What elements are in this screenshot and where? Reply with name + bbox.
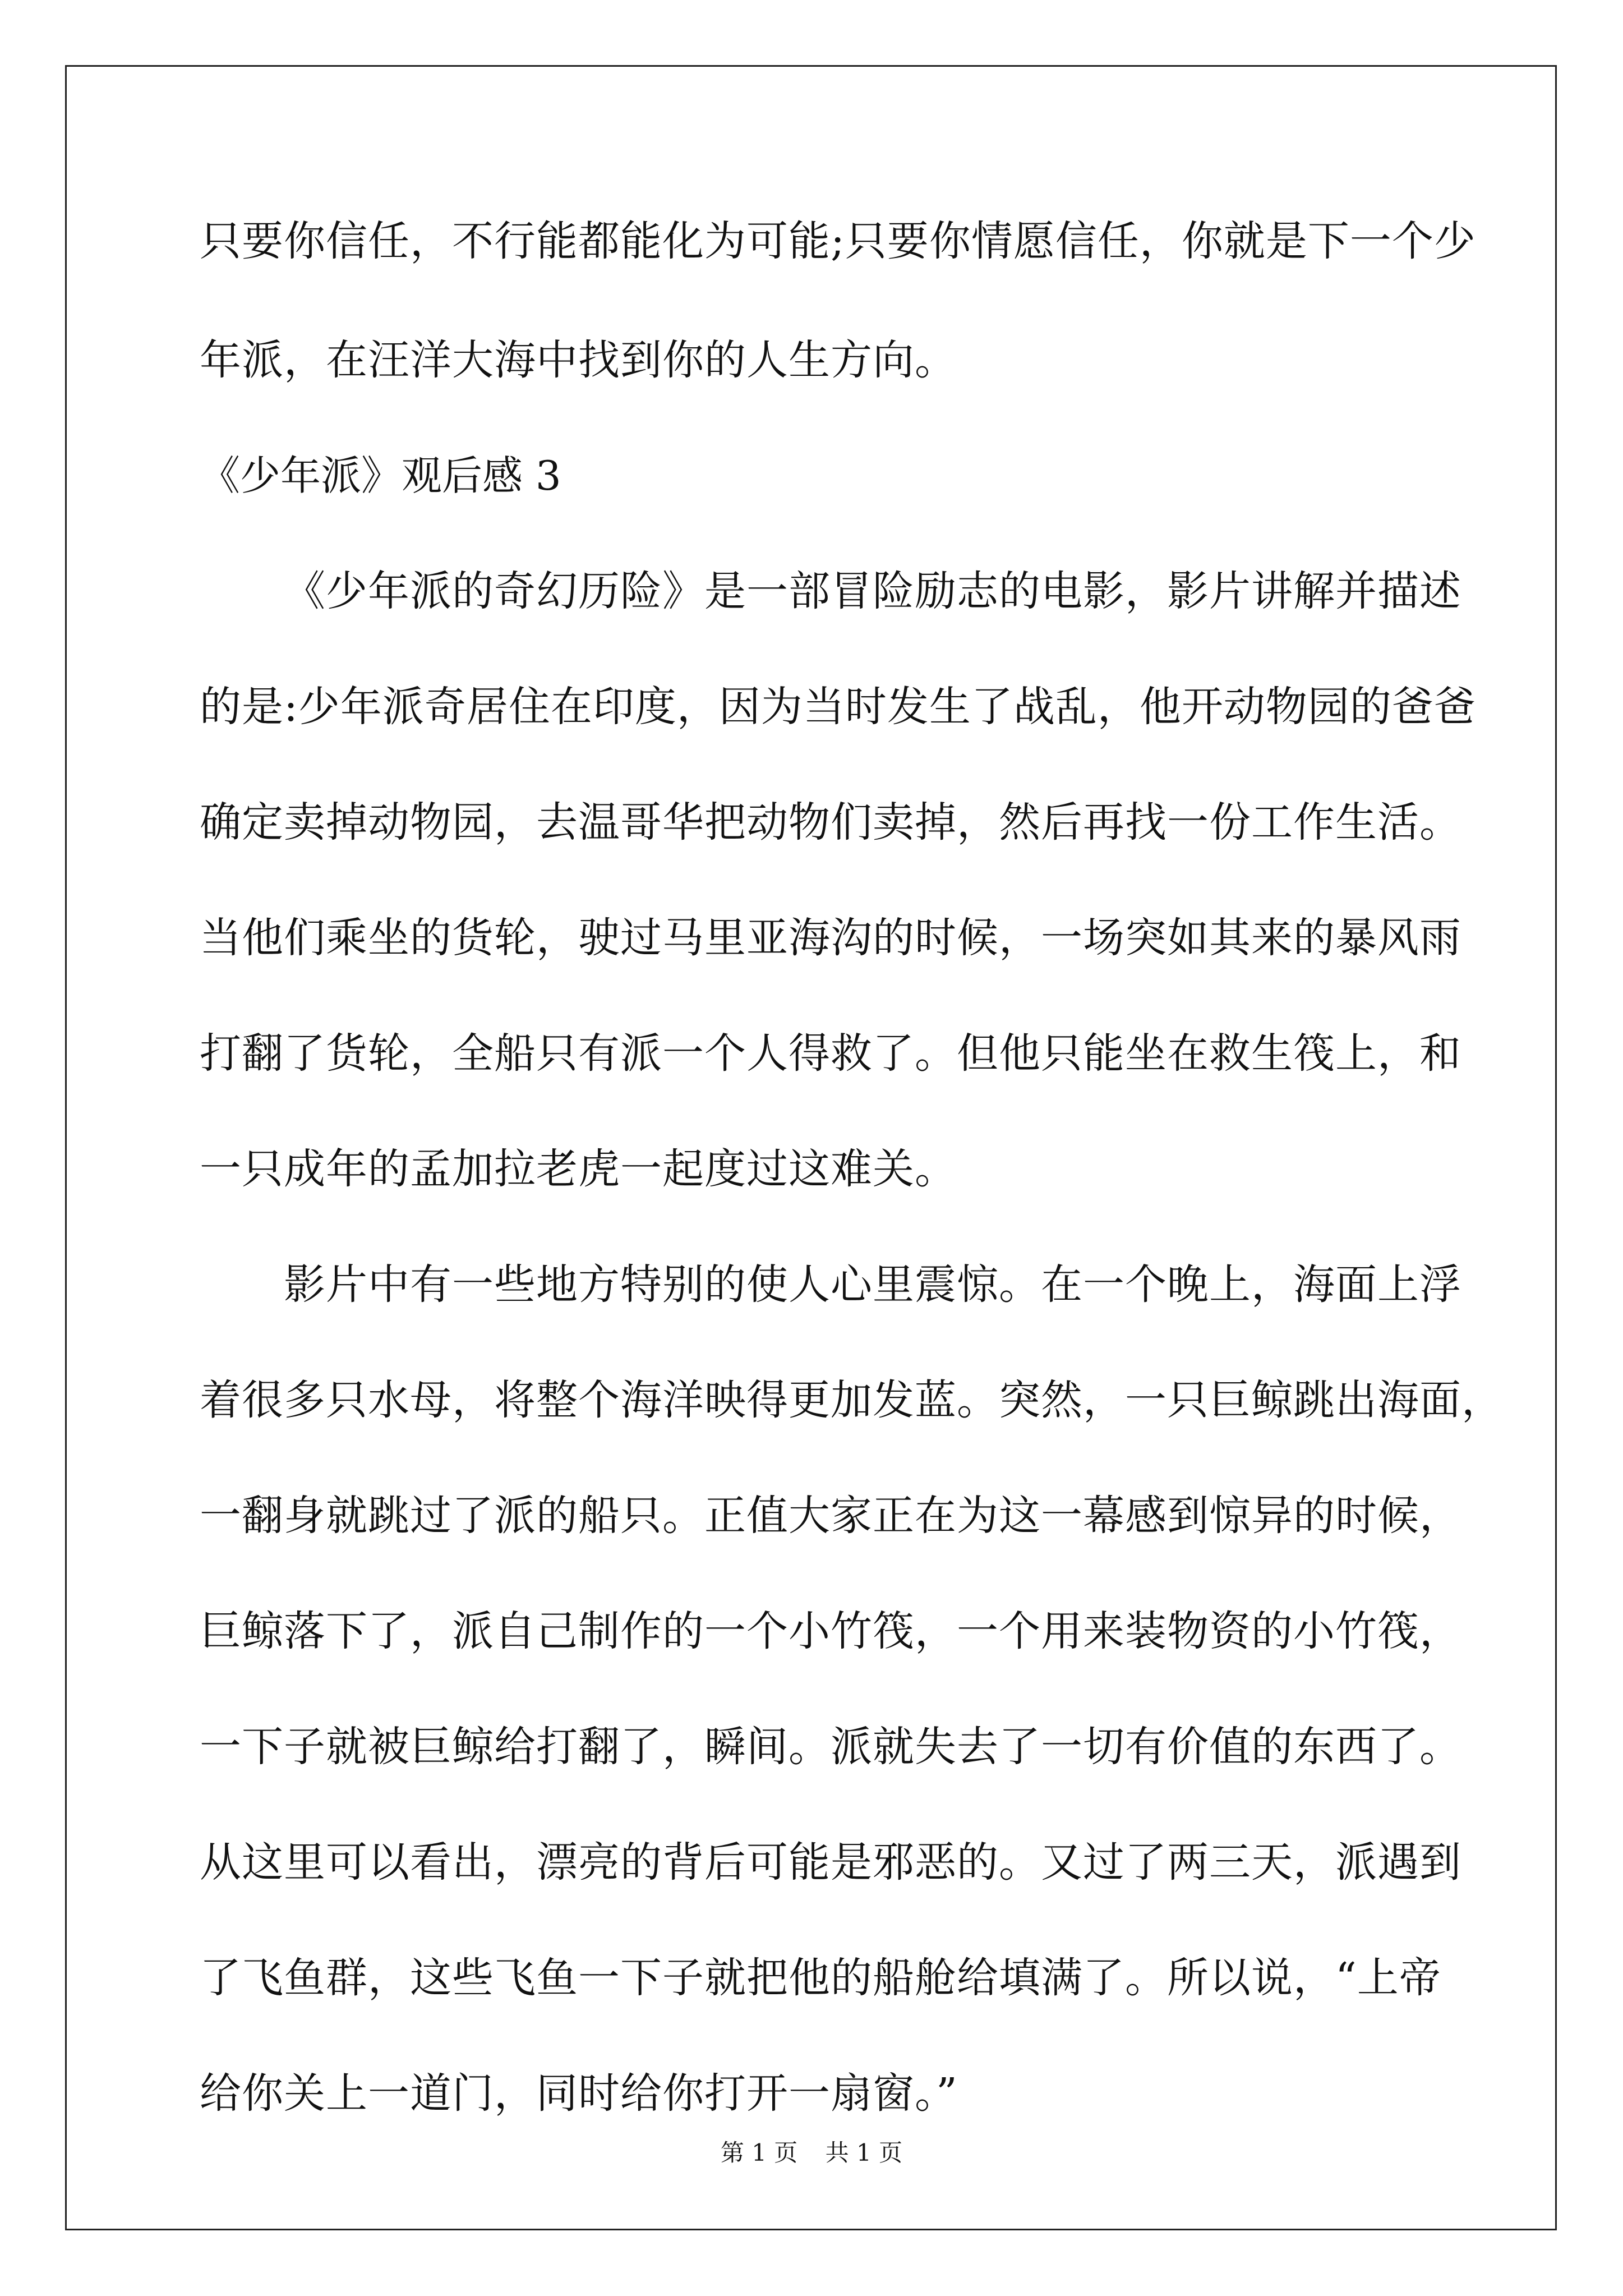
body-line: 当他们乘坐的货轮，驶过马里亚海沟的时候，一场突如其来的暴风雨: [200, 914, 1461, 962]
section-title: 《少年派》观后感 3: [200, 452, 561, 499]
body-line: 打翻了货轮，全船只有派一个人得救了。但他只能坐在救生筏上，和: [200, 1029, 1461, 1078]
page-number: 第 1 页: [720, 2139, 798, 2166]
body-line: 的是:少年派奇居住在印度，因为当时发生了战乱，他开动物园的爸爸: [200, 683, 1476, 731]
body-line: 一只成年的孟加拉老虎一起度过这难关。: [200, 1145, 957, 1193]
paragraph-first-line: 影片中有一些地方特别的使人心里震惊。在一个晚上，海面上浮: [284, 1260, 1461, 1309]
document-body: [200, 208, 1504, 2175]
body-line: 只要你信任，不行能都能化为可能;只要你情愿信任，你就是下一个少: [200, 217, 1476, 265]
body-line: 着很多只水母，将整个海洋映得更加发蓝。突然，一只巨鲸跳出海面，: [200, 1376, 1504, 1424]
page-footer: [0, 2134, 1623, 2168]
body-line: 从这里可以看出，漂亮的背后可能是邪恶的。又过了两三天，派遇到: [200, 1838, 1461, 1887]
paragraph-first-line: 《少年派的奇幻历险》是一部冒险励志的电影，影片讲解并描述: [284, 567, 1461, 615]
body-line: 巨鲸落下了，派自己制作的一个小竹筏，一个用来装物资的小竹筏，: [200, 1607, 1461, 1655]
body-line: 了飞鱼群，这些飞鱼一下子就把他的船舱给填满了。所以说，“上帝: [200, 1954, 1441, 2002]
body-line: 年派，在汪洋大海中找到你的人生方向。: [200, 336, 957, 384]
body-line: 确定卖掉动物园，去温哥华把动物们卖掉，然后再找一份工作生活。: [200, 798, 1461, 846]
body-line: 给你关上一道门，同时给你打开一扇窗。”: [200, 2069, 958, 2118]
body-line: 一翻身就跳过了派的船只。正值大家正在为这一幕感到惊异的时候，: [200, 1492, 1461, 1540]
page-total: 共 1 页: [825, 2139, 903, 2166]
body-line: 一下子就被巨鲸给打翻了，瞬间。派就失去了一切有价值的东西了。: [200, 1723, 1461, 1771]
